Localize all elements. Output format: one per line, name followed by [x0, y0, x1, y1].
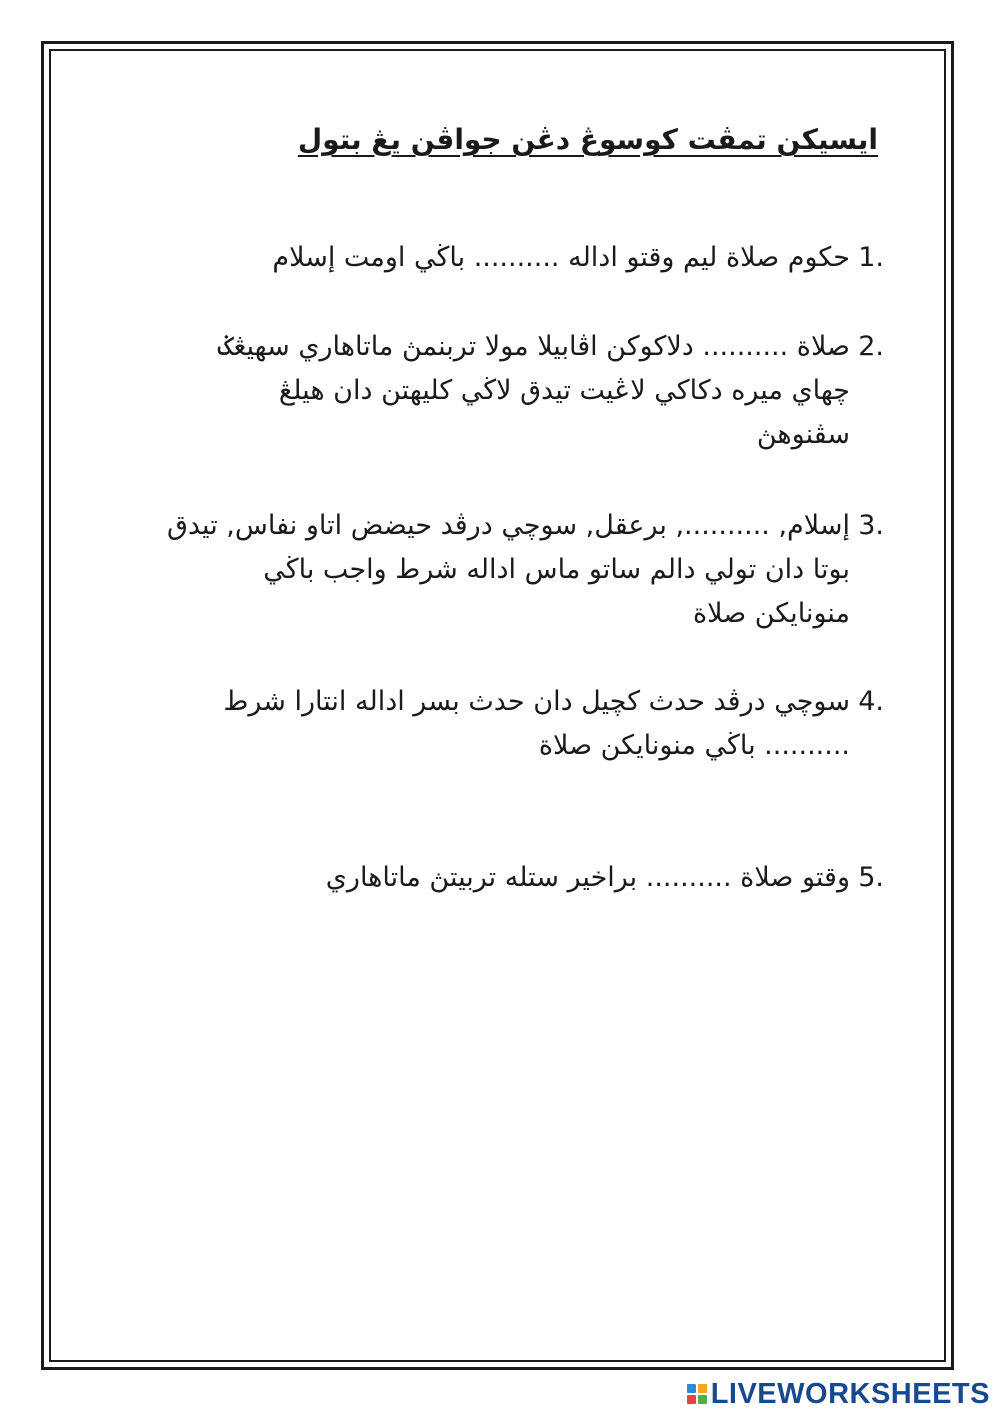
question-5	[230, 856, 884, 900]
logo-square	[687, 1384, 696, 1393]
question-text: حکوم صلاة ليم وقتو اداله .......... باڬي اومت إسلام	[272, 242, 850, 273]
logo-square	[687, 1395, 696, 1404]
question-4	[210, 680, 884, 768]
logo-square	[698, 1395, 707, 1404]
question-3	[160, 504, 884, 636]
question-number: 2.	[858, 331, 884, 362]
question-number: 5.	[858, 862, 884, 893]
question-2	[190, 325, 884, 457]
question-number: 3.	[858, 510, 884, 541]
logo-square	[698, 1384, 707, 1393]
question-number: 4.	[858, 686, 884, 717]
question-text: وقتو صلاة .......... براخير ستله تربيتڽ ماتاهاري	[325, 862, 850, 893]
worksheet-title: ايسيکن تمڤت کوسوڠ دڠن جواڤن يڠ بتول	[297, 123, 878, 156]
question-text: صلاة .......... دلاکوکن اڤابيلا مولا تربنمڽ ماتاهاري سهيڠݢ چهاي ميره دکاکي لاڠيت تيدق لاڬي کليهتن دان هيلڠ سڤنوهڽ	[217, 331, 850, 450]
brand-text: LIVEWORKSHEETS	[710, 1377, 990, 1410]
liveworksheets-logo-icon	[687, 1384, 707, 1404]
question-text: سوچي درڤد حدث کچيل دان حدث بسر اداله انتارا شرط .......... باڬي منونايکن صلاة	[223, 686, 850, 761]
question-number: 1.	[858, 242, 884, 273]
question-text: إسلام, .........., برعقل, سوچي درڤد حيضض اتاو نفاس, تيدق بوتا دان تولي دالم ساتو ماس اداله شرط واجب باڬي منونايکن صلاة	[166, 510, 850, 629]
question-1	[230, 236, 884, 280]
liveworksheets-brand	[687, 1377, 990, 1411]
